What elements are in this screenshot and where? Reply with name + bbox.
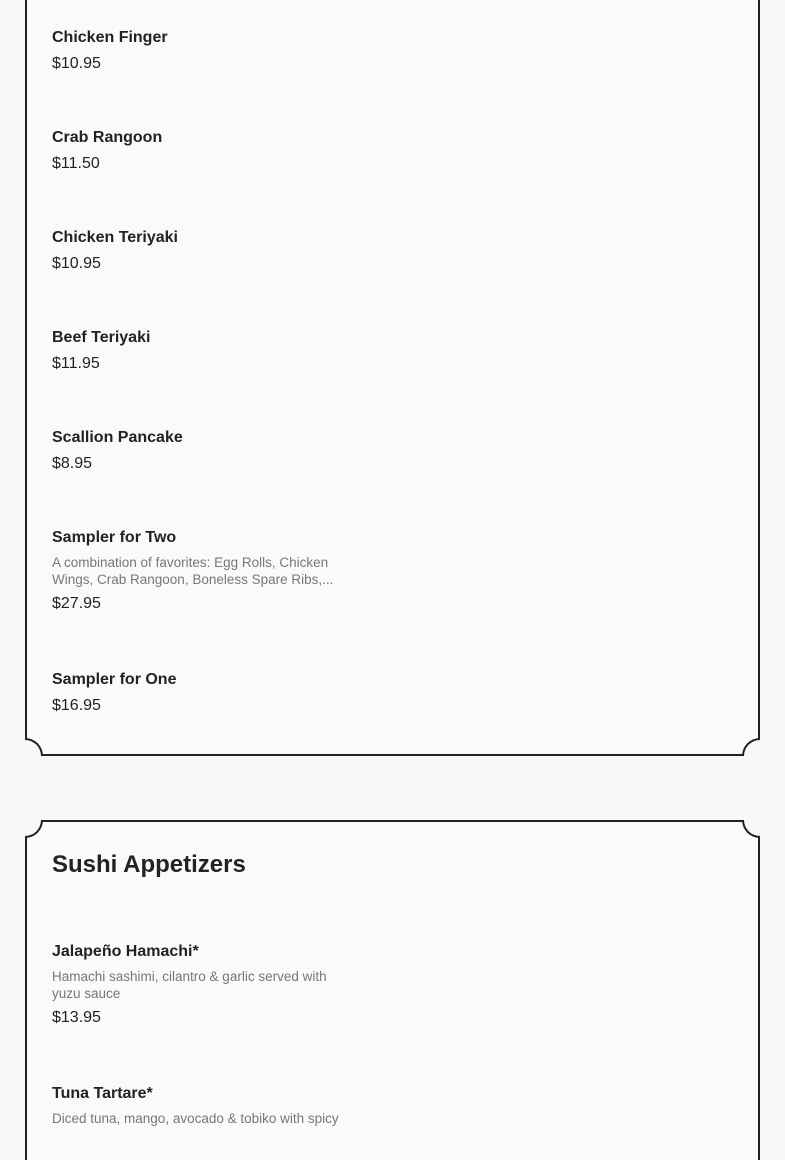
menu-item[interactable]	[52, 528, 352, 614]
item-name: Chicken Teriyaki	[52, 229, 178, 246]
menu-item[interactable]	[52, 428, 352, 474]
item-name: Crab Rangoon	[52, 129, 163, 146]
item-description: A combination of favorites: Egg Rolls, Chicken Wings, Crab Rangoon, Boneless Spare Ribs,...	[52, 555, 334, 587]
item-description: Diced tuna, mango, avocado & tobiko with spicy	[52, 1111, 339, 1126]
item-name: Beef Teriyaki	[52, 329, 151, 346]
item-price: $27.95	[52, 595, 101, 612]
item-description: Hamachi sashimi, cilantro & garlic served with yuzu sauce	[52, 969, 327, 1001]
item-price: $16.95	[52, 697, 101, 714]
item-name: Jalapeño Hamachi*	[52, 943, 199, 960]
menu-section-sushi-appetizers	[25, 820, 760, 1160]
item-name: Chicken Finger	[52, 29, 168, 46]
item-price: $10.95	[52, 55, 101, 72]
menu-item[interactable]	[52, 28, 352, 74]
section-title: Sushi Appetizers	[52, 851, 246, 878]
item-name: Sampler for Two	[52, 529, 177, 546]
item-name: Scallion Pancake	[52, 429, 183, 446]
item-name: Tuna Tartare*	[52, 1085, 153, 1102]
item-price: $11.50	[52, 155, 100, 172]
item-price: $11.95	[52, 355, 100, 372]
menu-item[interactable]	[52, 328, 352, 374]
item-name: Sampler for One	[52, 671, 177, 688]
menu-item[interactable]	[52, 128, 352, 174]
item-price: $8.95	[52, 455, 93, 472]
item-price: $10.95	[52, 255, 101, 272]
item-price: $13.95	[52, 1009, 101, 1026]
menu-section-appetizers	[25, 0, 760, 756]
menu-item[interactable]	[52, 228, 352, 274]
menu-item[interactable]	[52, 1084, 352, 1127]
menu-item[interactable]	[52, 942, 352, 1028]
menu-item[interactable]	[52, 670, 352, 716]
